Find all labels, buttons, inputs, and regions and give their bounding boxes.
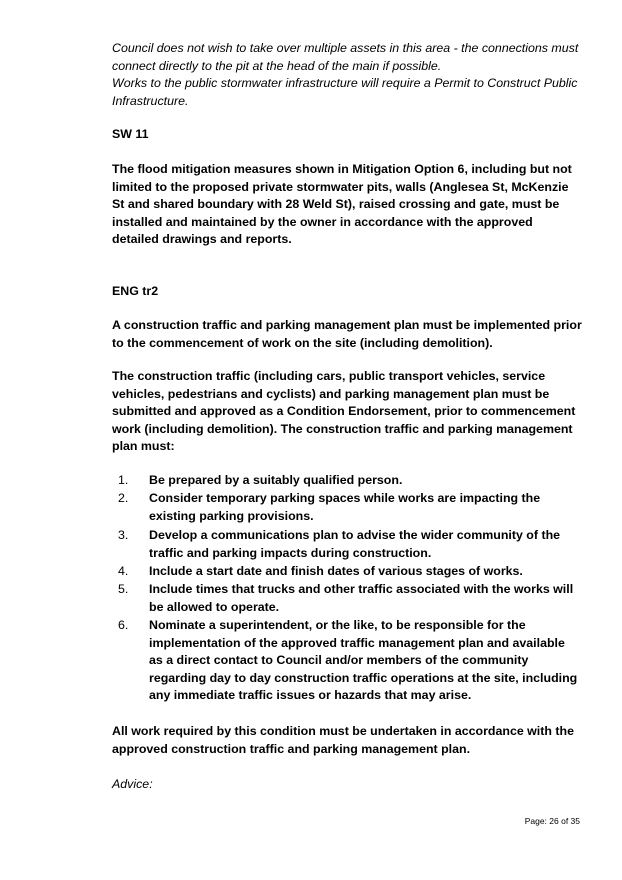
list-item-number: 5.: [118, 582, 129, 596]
sw11-body: The flood mitigation measures shown in Mitigation Option 6, including but not limited to the proposed private stormwater pits, walls (Anglesea St, McKenzie St and shared boundary with 28 Weld St), raised crossing and gate, must be installed and maintained by the owner in accordance with the approved detailed drawings and reports.: [112, 162, 572, 247]
intro-line-2: Works to the public stormwater infrastructure will require a Permit to Construct Public Infrastructure.: [112, 76, 578, 108]
list-item-text: Be prepared by a suitably qualified person.: [149, 473, 403, 487]
list-item: [112, 617, 582, 705]
sw11-heading: SW 11: [112, 127, 149, 141]
advice-label: Advice:: [112, 777, 153, 791]
list-item: [112, 563, 582, 581]
engtr2-paragraph-1: A construction traffic and parking management plan must be implemented prior to the commencement of work on the site (including demolition).: [112, 318, 582, 350]
list-item-text: Develop a communications plan to advise the wider community of the traffic and parking impacts during construction.: [149, 528, 561, 560]
list-item-text: Consider temporary parking spaces while works are impacting the existing parking provisions.: [149, 491, 541, 523]
page-number: Page: 26 of 35: [524, 816, 580, 826]
engtr2-heading: ENG tr2: [112, 284, 159, 298]
list-item-text: Include a start date and finish dates of various stages of works.: [149, 564, 523, 578]
list-item-text: Nominate a superintendent, or the like, to be responsible for the implementation of the approved traffic management plan and available as a direct contact to Council and/or members of the community regarding day to day construction traffic operations at the site, including any immediate traffic issues or hazards that may arise.: [149, 618, 578, 703]
intro-paragraph: [112, 40, 582, 110]
list-item-number: 4.: [118, 564, 129, 578]
list-item: [112, 581, 582, 616]
list-item-number: 3.: [118, 528, 129, 542]
list-item-text: Include times that trucks and other traffic associated with the works will be allowed to operate.: [149, 582, 574, 614]
engtr2-closing: All work required by this condition must be undertaken in accordance with the approved construction traffic and parking management plan.: [112, 724, 574, 756]
list-item-number: 2.: [118, 491, 129, 505]
intro-line-1: Council does not wish to take over multiple assets in this area - the connections must connect directly to the pit at the head of the main if possible.: [112, 41, 579, 73]
list-item-number: 1.: [118, 473, 129, 487]
list-item: [112, 527, 582, 562]
list-item: [112, 472, 582, 490]
list-item-number: 6.: [118, 618, 129, 632]
engtr2-paragraph-2: The construction traffic (including cars, public transport vehicles, service vehicles, pedestrians and cyclists) and parking management plan must be submitted and approved as a Condition Endorsement, prior to commencement work (including demolition). The construction traffic and parking management plan must:: [112, 369, 576, 454]
list-item: [112, 490, 582, 525]
